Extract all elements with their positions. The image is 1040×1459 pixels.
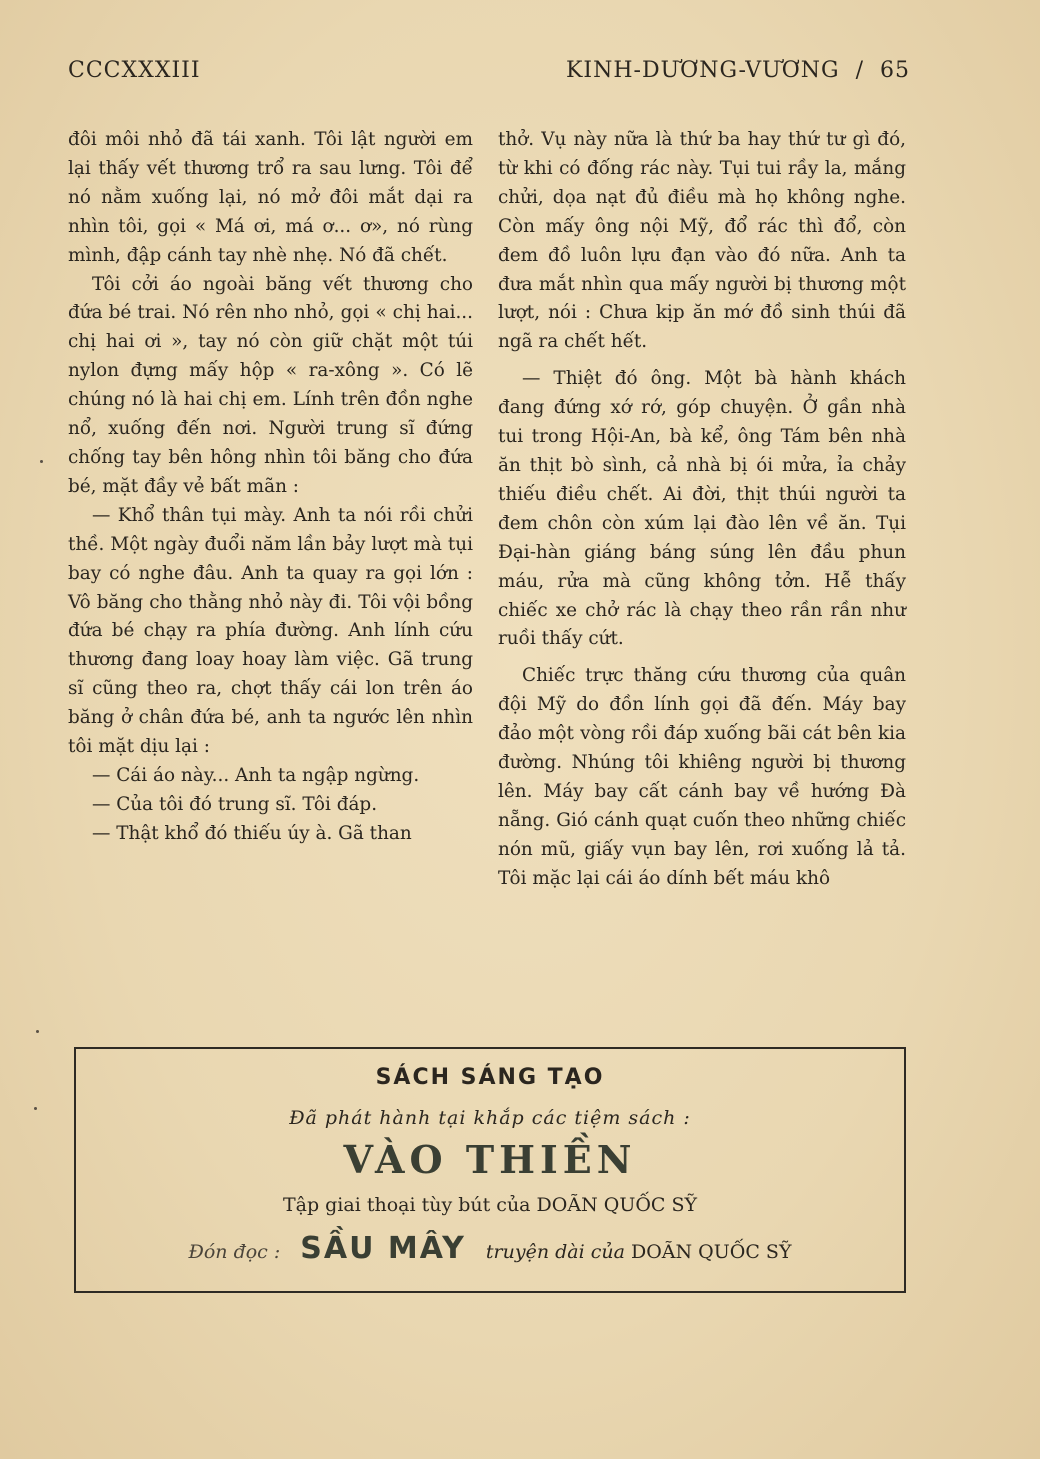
ad-upcoming-title: SẦU MÂY [300, 1231, 466, 1266]
page-number: 65 [880, 58, 910, 83]
ad-publisher: SÁCH SÁNG TẠO [375, 1065, 605, 1090]
right-text-column [498, 126, 906, 894]
ad-upcoming-author: DOÃN QUỐC SỸ [630, 1241, 792, 1263]
section-number: CCCXXXIII [68, 58, 201, 83]
left-text-column [68, 126, 473, 849]
paragraph: đôi môi nhỏ đã tái xanh. Tôi lật người em lại thấy vết thương trổ ra sau lưng. Tôi để nó nằm xuống lại, nó mở đôi mắt dại ra nhìn tôi, gọi « Má ơi, má ơ... ơ», nó rùng mình, đập cánh tay nhè nhẹ. Nó đã chết. [68, 129, 473, 266]
ad-upcoming-line [76, 1231, 904, 1266]
paragraph: thở. Vụ này nữa là thứ ba hay thứ tư gì đó, từ khi có đống rác này. Tụi tui rầy la, mắng chửi, dọa nạt đủ điều mà họ không nghe. Còn mấy ông nội Mỹ, đổ rác thì đổ, còn đem đồ luôn lựu đạn vào đó nữa. Anh ta đưa mắt nhìn qua mấy người bị thương một lượt, nói : Chưa kịp ăn mớ đồ sinh thúi đã ngã ra chết hết. [498, 129, 906, 353]
ad-book-title: VÀO THIỀN [343, 1137, 637, 1182]
running-header [68, 58, 910, 88]
ad-released-label: Đã phát hành tại khắp các tiệm sách : [289, 1107, 691, 1129]
paragraph: Chiếc trực thăng cứu thương của quân đội Mỹ do đồn lính gọi đã đến. Máy bay đảo một vòng rồi đáp xuống bãi cát bên kia đường. Nhúng tôi khiêng người bị thương lên. Máy bay cất cánh bay về hướng Đà nẵng. Gió cánh quạt cuốn theo những chiếc nón mũ, giấy vụn bay lên, rơi xuống lả tả. Tôi mặc lại cái áo dính bết máu khô [498, 665, 906, 889]
ad-upcoming-desc: truyện dài của [485, 1241, 625, 1263]
paragraph: — Thật khổ đó thiếu úy à. Gã than [92, 822, 412, 844]
paragraph: — Cái áo này... Anh ta ngập ngừng. [92, 764, 420, 786]
scan-speck [36, 1030, 39, 1033]
ad-book-subtitle: Tập giai thoại tùy bút của DOÃN QUỐC SỸ [282, 1194, 698, 1216]
paragraph: — Thiệt đó ông. Một bà hành khách đang đứng xớ rớ, góp chuyện. Ở gần nhà tui trong Hội-An, bà kể, ông Tám bên nhà ăn thịt bò sình, cả nhà bị ói mửa, ỉa chảy thiếu điều chết. Ai đời, thịt thúi người ta đem chôn còn xúm lại đào lên về ăn. Tụi Đại-hàn giáng báng súng lên đầu phun máu, rửa mà cũng không tởn. Hễ thấy chiếc xe chở rác là chạy theo rần rần như ruồi thấy cứt. [498, 368, 906, 650]
scan-speck [34, 1107, 37, 1110]
header-title: KINH-DƯƠNG-VƯƠNG [566, 58, 840, 83]
paragraph: — Khổ thân tụi mày. Anh ta nói rồi chửi thề. Một ngày đuổi năm lần bảy lượt mà tụi bay có nghe đâu. Anh ta quay ra gọi lớn : Vô băng cho thằng nhỏ này đi. Tôi vội bồng đứa bé chạy ra phía đường. Anh lính cứu thương đang loay hoay làm việc. Gã trung sĩ cũng theo ra, chợt thấy cái lon trên áo băng ở chân đứa bé, anh ta ngước lên nhìn tôi mặt dịu lại : [68, 504, 473, 758]
scan-speck [40, 460, 43, 463]
book-advertisement [74, 1047, 906, 1293]
paragraph: Tôi cởi áo ngoài băng vết thương cho đứa bé trai. Nó rên nho nhỏ, gọi « chị hai... chị hai ơi », tay nó còn giữ chặt một túi nylon đựng mấy hộp « ra-xông ». Có lẽ chúng nó là hai chị em. Lính trên đồn nghe nổ, xuống đến nơi. Người trung sĩ đứng chống tay bên hông nhìn tôi băng cho đứa bé, mặt đầy vẻ bất mãn : [68, 273, 473, 497]
ad-upcoming-label: Đón đọc : [188, 1241, 281, 1263]
running-title [566, 58, 910, 83]
paragraph: — Của tôi đó trung sĩ. Tôi đáp. [92, 793, 378, 815]
header-separator: / [855, 58, 864, 83]
